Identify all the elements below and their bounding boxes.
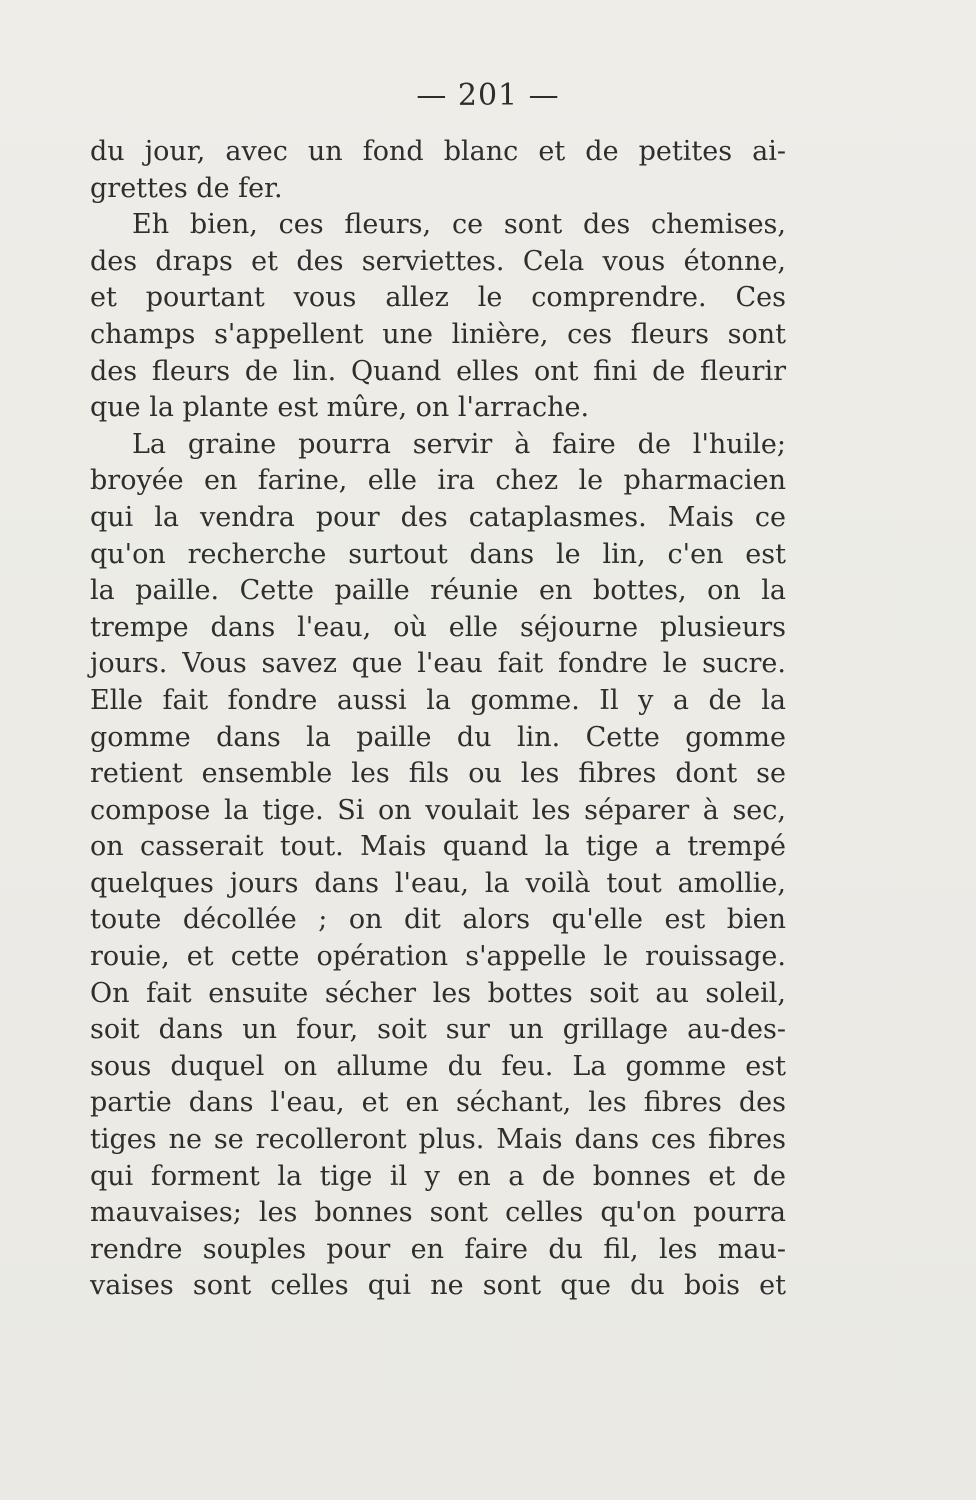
text-line: et pourtant vous allez le comprendre. Ces bbox=[90, 282, 786, 314]
text-line: Elle fait fondre aussi la gomme. Il y a de la bbox=[90, 684, 786, 716]
text-line: champs s'appellent une linière, ces fleurs sont bbox=[90, 318, 786, 350]
text-line: du jour, avec un fond blanc et de petites ai- bbox=[90, 136, 786, 167]
text-line: qui la vendra pour des cataplasmes. Mais ce bbox=[90, 501, 786, 533]
text-line: jours. Vous savez que l'eau fait fondre le sucre. bbox=[90, 648, 786, 680]
text-line: La graine pourra servir à faire de l'huile; bbox=[132, 428, 786, 460]
text-line: Eh bien, ces fleurs, ce sont des chemises, bbox=[132, 209, 786, 241]
text-line: sous duquel on allume du feu. La gomme est bbox=[90, 1050, 786, 1082]
text-line: qui forment la tige il y en a de bonnes et de bbox=[90, 1160, 786, 1192]
text-line: gomme dans la paille du lin. Cette gomme bbox=[90, 721, 786, 753]
text-line: la paille. Cette paille réunie en bottes, on la bbox=[90, 575, 786, 607]
text-line: qu'on recherche surtout dans le lin, c'en est bbox=[90, 538, 786, 570]
text-line: tiges ne se recolleront plus. Mais dans ces fibres bbox=[90, 1124, 786, 1156]
text-line: mauvaises; les bonnes sont celles qu'on pourra bbox=[90, 1197, 786, 1229]
text-line: des draps et des serviettes. Cela vous étonne, bbox=[90, 245, 786, 277]
text-line: trempe dans l'eau, où elle séjourne plusieurs bbox=[90, 611, 786, 643]
text-line: On fait ensuite sécher les bottes soit au soleil, bbox=[90, 977, 786, 1009]
text-line: quelques jours dans l'eau, la voilà tout amollie, bbox=[90, 867, 786, 899]
text-line: rouie, et cette opération s'appelle le rouissage. bbox=[90, 941, 786, 973]
text-line: rendre souples pour en faire du fil, les mau- bbox=[90, 1233, 786, 1265]
page-number: — 201 — bbox=[416, 78, 560, 113]
text-line: broyée en farine, elle ira chez le pharmacien bbox=[90, 465, 786, 497]
text-line: vaises sont celles qui ne sont que du bois et bbox=[90, 1270, 786, 1302]
text-line: compose la tige. Si on voulait les séparer à sec, bbox=[90, 794, 786, 826]
text-line: des fleurs de lin. Quand elles ont fini de fleurir bbox=[90, 355, 786, 387]
text-line: retient ensemble les fils ou les fibres dont se bbox=[90, 758, 786, 790]
text-line: soit dans un four, soit sur un grillage au-des- bbox=[90, 1014, 786, 1046]
text-line: que la plante est mûre, on l'arrache. bbox=[90, 392, 590, 424]
body-text bbox=[90, 134, 786, 1305]
text-line: toute décollée ; on dit alors qu'elle est bien bbox=[90, 904, 786, 936]
text-line: on casserait tout. Mais quand la tige a trempé bbox=[90, 831, 786, 863]
text-line: partie dans l'eau, et en séchant, les fibres des bbox=[90, 1087, 786, 1119]
text-line: grettes de fer. bbox=[90, 172, 283, 204]
